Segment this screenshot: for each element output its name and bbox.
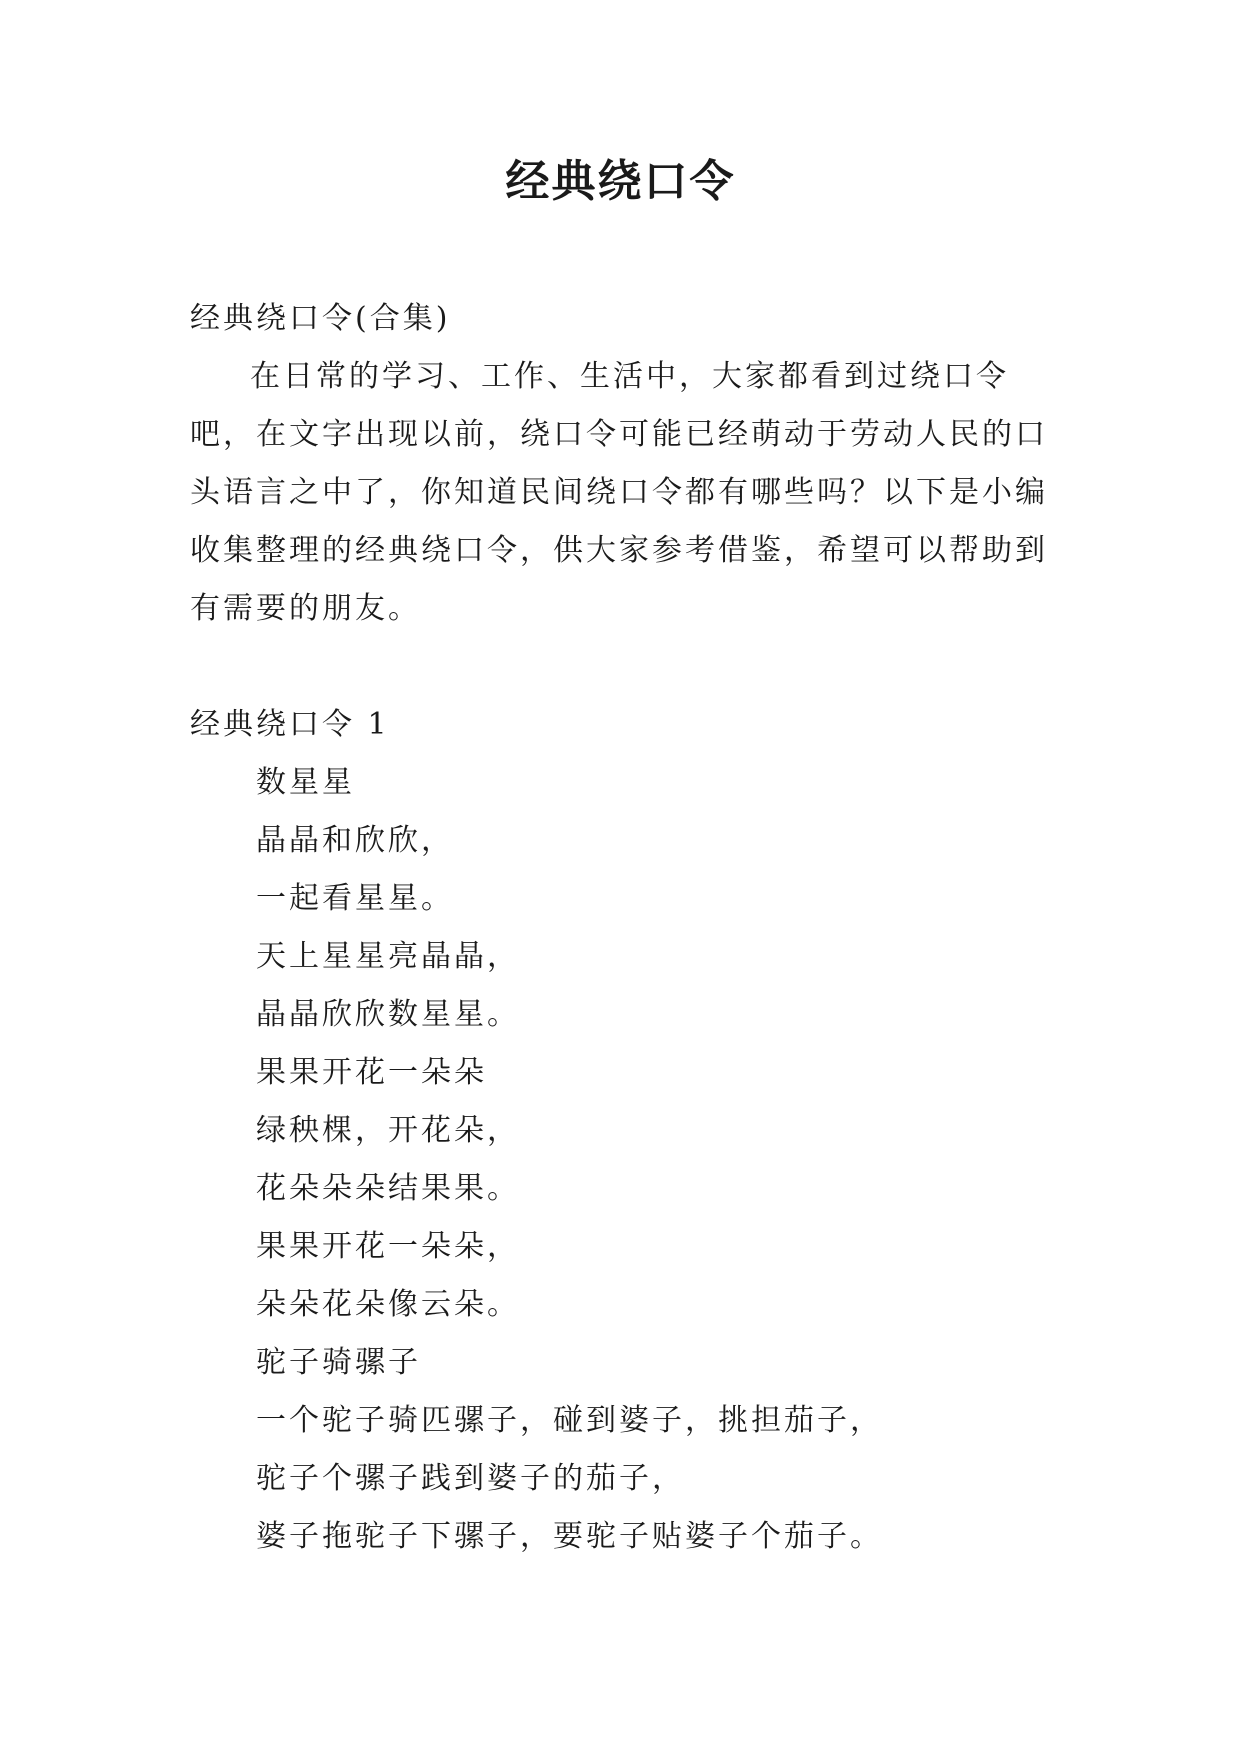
verse-line: 朵朵花朵像云朵。 <box>256 1287 520 1322</box>
section-heading: 经典绕口令 1 <box>190 707 390 742</box>
paragraph-spacer <box>190 638 1060 696</box>
verse-line: 天上星星亮晶晶， <box>256 939 520 974</box>
document-body <box>190 290 1060 1566</box>
verse-line: 数星星 <box>256 765 355 800</box>
verse-line: 婆子拖驼子下骡子，要驼子贴婆子个茄子。 <box>256 1519 883 1554</box>
document-title: 经典绕口令 <box>505 156 736 207</box>
verse-line: 果果开花一朵朵 <box>256 1055 487 1090</box>
tongue-twister-lines <box>190 754 1060 1566</box>
verse-line: 驼子骑骡子 <box>256 1345 421 1380</box>
document-subtitle: 经典绕口令(合集) <box>190 301 451 336</box>
verse-line: 驼子个骡子践到婆子的茄子， <box>256 1461 685 1496</box>
verse-line: 果果开花一朵朵， <box>256 1229 520 1264</box>
verse-line: 晶晶欣欣数星星。 <box>256 997 520 1032</box>
verse-line: 一起看星星。 <box>256 881 454 916</box>
verse-line: 绿秧棵，开花朵， <box>256 1113 520 1148</box>
intro-paragraph: 在日常的学习、工作、生活中，大家都看到过绕口令吧，在文字出现以前，绕口令可能已经萌动于劳动人民的口头语言之中了，你知道民间绕口令都有哪些吗？以下是小编收集整理的经典绕口令，供大家参考借鉴，希望可以帮助到有需要的朋友。 <box>190 359 1048 626</box>
verse-line: 一个驼子骑匹骡子，碰到婆子，挑担茄子， <box>256 1403 883 1438</box>
verse-line: 晶晶和欣欣， <box>256 823 454 858</box>
verse-line: 花朵朵朵结果果。 <box>256 1171 520 1206</box>
